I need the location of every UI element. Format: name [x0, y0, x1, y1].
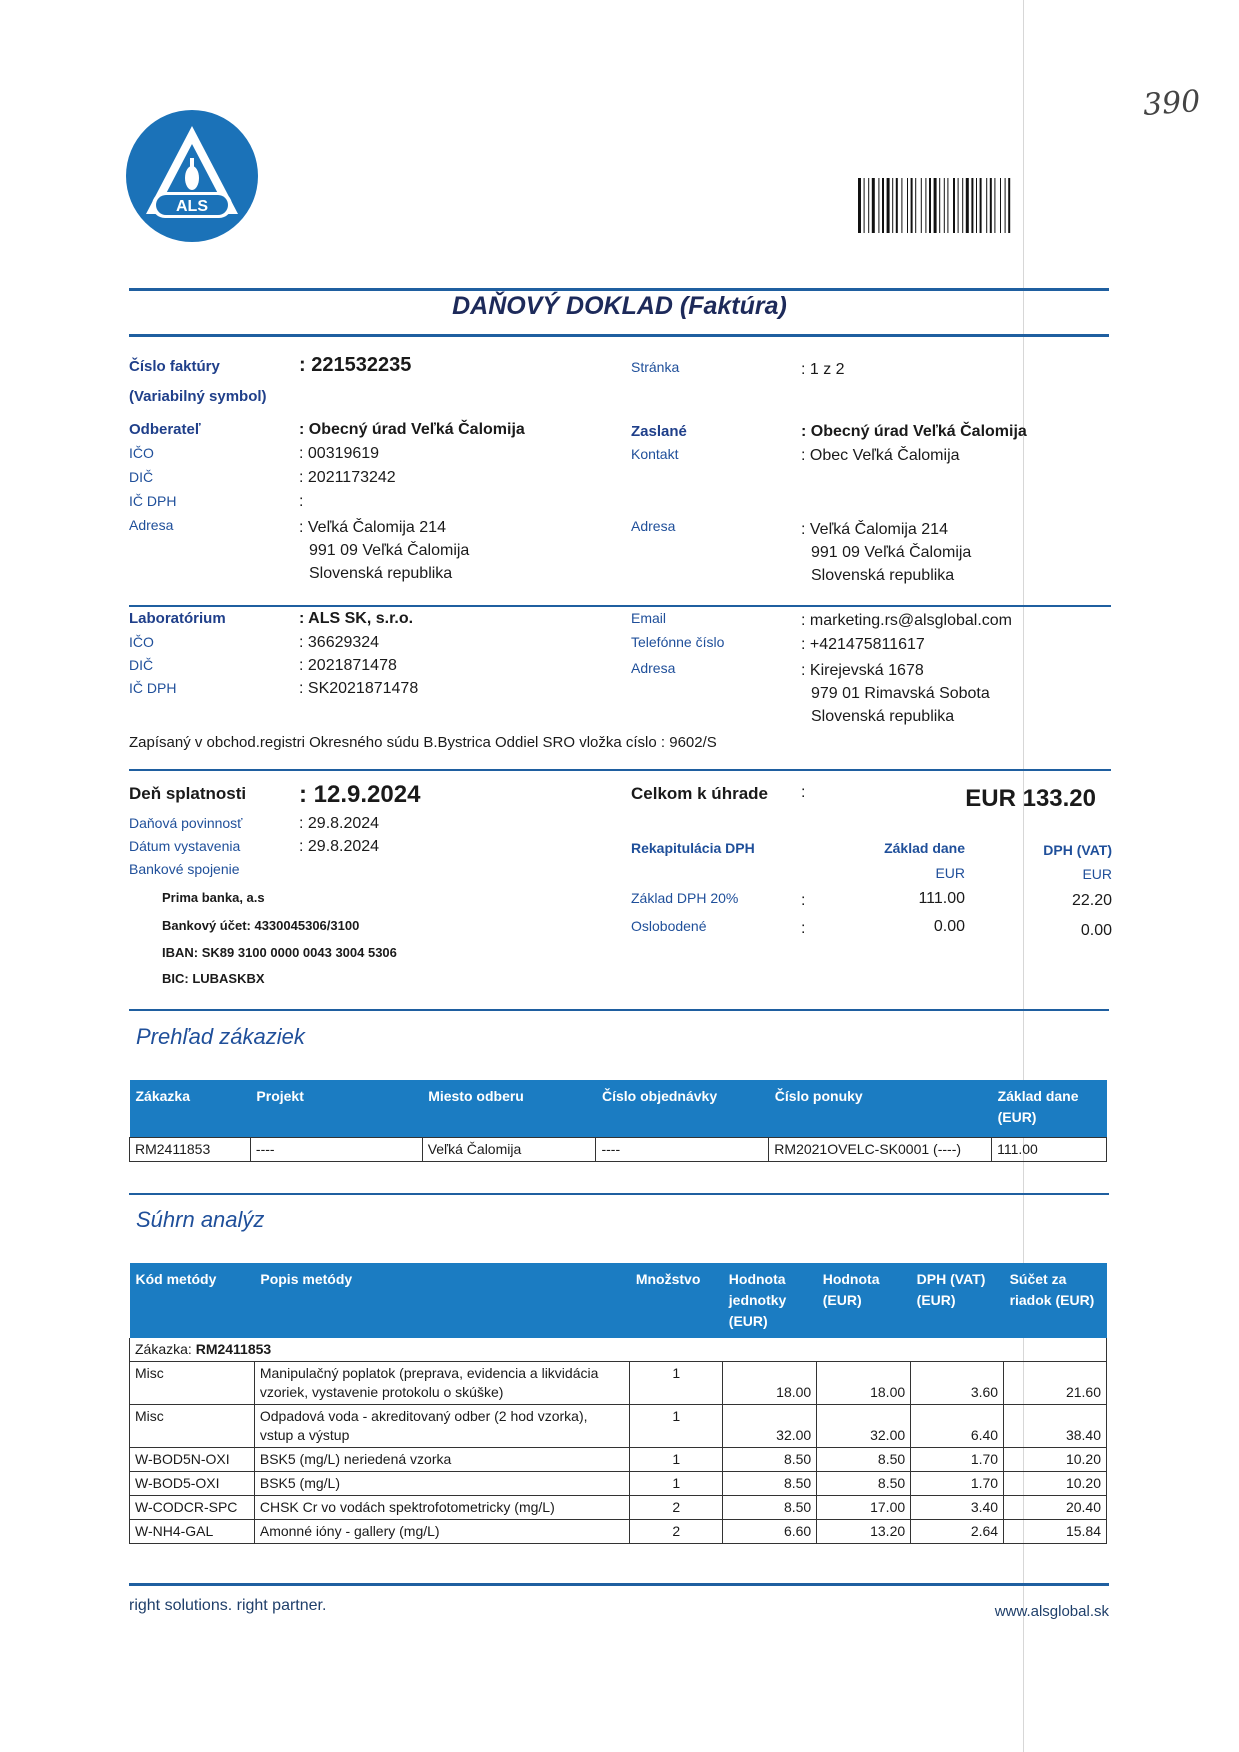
footer-rule	[129, 1583, 1109, 1586]
analysis-header-method-description: Popis metódy	[254, 1263, 629, 1338]
document-title: DAŇOVÝ DOKLAD (Faktúra)	[452, 292, 787, 320]
due-date: : 12.9.2024	[299, 781, 421, 808]
shipping-address-line2: 991 09 Veľká Čalomija	[811, 544, 972, 561]
order-subheader-row	[130, 1338, 1107, 1362]
vat-base-header: Základ dane	[884, 840, 965, 856]
customer-address-line3: Slovenská republika	[309, 565, 453, 582]
handwritten-note: 390	[1141, 84, 1202, 123]
row-total: 15.84	[1004, 1520, 1107, 1544]
analysis-header-quantity: Množstvo	[630, 1263, 723, 1338]
orders-header-site: Miesto odberu	[422, 1080, 596, 1137]
value: 13.20	[817, 1520, 911, 1544]
analysis-section-title: Súhrn analýz	[136, 1207, 265, 1232]
iban: IBAN: SK89 3100 0000 0043 3004 5306	[162, 945, 397, 960]
title-rule-bottom	[129, 334, 1109, 337]
table-row	[130, 1405, 1107, 1448]
laboratory-address-line3: Slovenská republika	[811, 708, 955, 725]
laboratory-address-line2: 979 01 Rimavská Sobota	[811, 685, 990, 702]
unit-value: 32.00	[723, 1405, 817, 1448]
laboratory-icdph-label: IČ DPH	[129, 680, 177, 696]
method-description: CHSK Cr vo vodách spektrofotometricky (mg/L)	[254, 1496, 629, 1520]
orders-header-offer-number: Číslo ponuky	[769, 1080, 992, 1137]
vat: 1.70	[911, 1472, 1004, 1496]
quantity: 1	[630, 1362, 723, 1405]
row-total: 20.40	[1004, 1496, 1107, 1520]
order-tax-base: 111.00	[992, 1137, 1107, 1161]
customer-ico: : 00319619	[299, 445, 380, 462]
vat-row-colon: :	[801, 892, 806, 909]
table-row	[130, 1362, 1107, 1405]
laboratory-phone-label: Telefónne číslo	[631, 634, 725, 650]
orders-section-title: Prehľad zákaziek	[136, 1024, 305, 1049]
orders-header-order-number: Číslo objednávky	[596, 1080, 769, 1137]
vat: 1.70	[911, 1448, 1004, 1472]
orders-header-order: Zákazka	[130, 1080, 251, 1137]
vat: 2.64	[911, 1520, 1004, 1544]
orders-header-tax-base: Základ dane (EUR)	[992, 1080, 1107, 1137]
laboratory-rule	[129, 605, 1111, 607]
quantity: 1	[630, 1405, 723, 1448]
row-total: 38.40	[1004, 1405, 1107, 1448]
order-id: RM2411853	[130, 1137, 251, 1161]
total-label: Celkom k úhrade	[631, 784, 768, 803]
laboratory-phone: : +421475811617	[801, 636, 925, 653]
method-code: Misc	[130, 1405, 255, 1448]
vat-row-colon: :	[801, 920, 806, 937]
shipping-address-line1: : Veľká Čalomija 214	[801, 521, 948, 538]
customer-ico-label: IČO	[129, 445, 154, 461]
laboratory-email-label: Email	[631, 610, 667, 626]
footer-website: www.alsglobal.sk	[994, 1603, 1109, 1620]
customer-icdph-label: IČ DPH	[129, 493, 177, 509]
als-logo	[126, 110, 258, 242]
laboratory-ico: : 36629324	[299, 634, 380, 651]
bank-name: Prima banka, a.s	[162, 890, 265, 905]
analysis-table	[129, 1263, 1107, 1544]
customer-dic: : 2021173242	[299, 469, 396, 486]
row-total: 10.20	[1004, 1448, 1107, 1472]
customer-dic-label: DIČ	[129, 469, 154, 485]
customer-address-label: Adresa	[129, 517, 174, 533]
variable-symbol-label: (Variabilný symbol)	[129, 388, 267, 405]
barcode	[858, 178, 1108, 233]
method-description: Manipulačný poplatok (preprava, evidencia a likvidácia vzoriek, vystavenie protokolu o skúške)	[254, 1362, 629, 1405]
method-code: Misc	[130, 1362, 255, 1405]
shipping-name: : Obecný úrad Veľká Čalomija	[801, 423, 1027, 440]
vat-row-base: 111.00	[918, 890, 965, 907]
invoice-number: : 221532235	[299, 354, 412, 376]
analysis-rule	[129, 1193, 1109, 1195]
table-row	[130, 1520, 1107, 1544]
laboratory-name: : ALS SK, s.r.o.	[299, 610, 414, 627]
tax-duty-label: Daňová povinnosť	[129, 815, 243, 831]
orders-table	[129, 1080, 1107, 1162]
customer-label: Odberateľ	[129, 421, 201, 438]
order-subheader-value: RM2411853	[195, 1341, 272, 1357]
vat-row-vat: 0.00	[1080, 922, 1112, 939]
quantity: 2	[630, 1496, 723, 1520]
title-rule-top	[129, 288, 1109, 291]
vat-row-vat: 22.20	[1071, 892, 1112, 909]
value: 18.00	[817, 1362, 911, 1405]
method-code: W-NH4-GAL	[130, 1520, 255, 1544]
order-offer: RM2021OVELC-SK0001 (----)	[769, 1137, 992, 1161]
vat-vat-unit: EUR	[1082, 866, 1112, 882]
value: 8.50	[817, 1472, 911, 1496]
vat-base-unit: EUR	[935, 865, 965, 881]
vat-recap-label: Rekapitulácia DPH	[631, 840, 755, 856]
shipping-address-label: Adresa	[631, 518, 676, 534]
vat-row-label: Základ DPH 20%	[631, 890, 739, 906]
shipping-address-line3: Slovenská republika	[811, 567, 955, 584]
laboratory-icdph: : SK2021871478	[299, 680, 419, 697]
quantity: 2	[630, 1520, 723, 1544]
bank-account: Bankový účet: 4330045306/3100	[162, 918, 360, 933]
shipping-contact-label: Kontakt	[631, 446, 679, 462]
vat: 6.40	[911, 1405, 1004, 1448]
table-row	[130, 1496, 1107, 1520]
method-description: Amonné ióny - gallery (mg/L)	[254, 1520, 629, 1544]
customer-address-line1: : Veľká Čalomija 214	[299, 519, 446, 536]
laboratory-email: : marketing.rs@alsglobal.com	[801, 612, 1012, 629]
footer-slogan: right solutions. right partner.	[129, 1597, 327, 1614]
order-subheader-label: Zákazka:	[135, 1341, 192, 1357]
unit-value: 6.60	[723, 1520, 817, 1544]
table-row	[130, 1472, 1107, 1496]
page-label: Stránka	[631, 359, 680, 375]
analysis-header-unit-value: Hodnota jednotky (EUR)	[723, 1263, 817, 1338]
analysis-header-row-total: Súčet za riadok (EUR)	[1004, 1263, 1107, 1338]
customer-icdph: :	[299, 493, 304, 510]
invoice-number-label: Číslo faktúry	[129, 358, 220, 375]
method-code: W-BOD5N-OXI	[130, 1448, 255, 1472]
orders-rule	[129, 1009, 1109, 1011]
order-site: Veľká Čalomija	[422, 1137, 596, 1161]
shipping-label: Zaslané	[631, 423, 687, 440]
analysis-header-vat: DPH (VAT) (EUR)	[911, 1263, 1004, 1338]
laboratory-ico-label: IČO	[129, 634, 154, 650]
analysis-header-method-code: Kód metódy	[130, 1263, 255, 1338]
tax-duty-date: : 29.8.2024	[299, 815, 380, 832]
method-description: BSK5 (mg/L)	[254, 1472, 629, 1496]
vat-row-label: Oslobodené	[631, 918, 707, 934]
method-description: Odpadová voda - akreditovaný odber (2 hod vzorka), vstup a výstup	[254, 1405, 629, 1448]
shipping-contact: : Obec Veľká Čalomija	[801, 447, 960, 464]
quantity: 1	[630, 1472, 723, 1496]
bic: BIC: LUBASKBX	[162, 971, 265, 986]
total-amount: EUR 133.20	[965, 785, 1096, 812]
laboratory-address-line1: : Kirejevská 1678	[801, 662, 924, 679]
vat: 3.60	[911, 1362, 1004, 1405]
order-project: ----	[250, 1137, 422, 1161]
issue-date: : 29.8.2024	[299, 838, 380, 855]
unit-value: 8.50	[723, 1496, 817, 1520]
issue-date-label: Dátum vystavenia	[129, 838, 241, 854]
laboratory-dic: : 2021871478	[299, 657, 397, 674]
value: 8.50	[817, 1448, 911, 1472]
total-colon: :	[801, 784, 806, 801]
registry-note: Zapísaný v obchod.registri Okresného súdu B.Bystrica Oddiel SRO vložka císlo : 9602/S	[129, 734, 717, 751]
row-total: 10.20	[1004, 1472, 1107, 1496]
bank-label: Bankové spojenie	[129, 861, 240, 877]
customer-address-line2: 991 09 Veľká Čalomija	[309, 542, 470, 559]
payment-rule	[129, 769, 1111, 771]
laboratory-label: Laboratórium	[129, 610, 226, 627]
row-total: 21.60	[1004, 1362, 1107, 1405]
value: 32.00	[817, 1405, 911, 1448]
table-row	[130, 1448, 1107, 1472]
laboratory-dic-label: DIČ	[129, 657, 154, 673]
laboratory-address-label: Adresa	[631, 660, 676, 676]
method-code: W-CODCR-SPC	[130, 1496, 255, 1520]
order-number: ----	[596, 1137, 769, 1161]
table-row	[130, 1137, 1107, 1161]
orders-header-project: Projekt	[250, 1080, 422, 1137]
page-number: : 1 z 2	[801, 361, 845, 378]
quantity: 1	[630, 1448, 723, 1472]
method-code: W-BOD5-OXI	[130, 1472, 255, 1496]
unit-value: 8.50	[723, 1448, 817, 1472]
value: 17.00	[817, 1496, 911, 1520]
vat-vat-header: DPH (VAT)	[1043, 842, 1112, 858]
unit-value: 8.50	[723, 1472, 817, 1496]
unit-value: 18.00	[723, 1362, 817, 1405]
vat-row-base: 0.00	[933, 918, 965, 935]
analysis-header-value: Hodnota (EUR)	[817, 1263, 911, 1338]
vat: 3.40	[911, 1496, 1004, 1520]
method-description: BSK5 (mg/L) neriedená vzorka	[254, 1448, 629, 1472]
due-date-label: Deň splatnosti	[129, 784, 247, 803]
logo-text: ALS	[176, 198, 208, 215]
customer-name: : Obecný úrad Veľká Čalomija	[299, 421, 525, 438]
